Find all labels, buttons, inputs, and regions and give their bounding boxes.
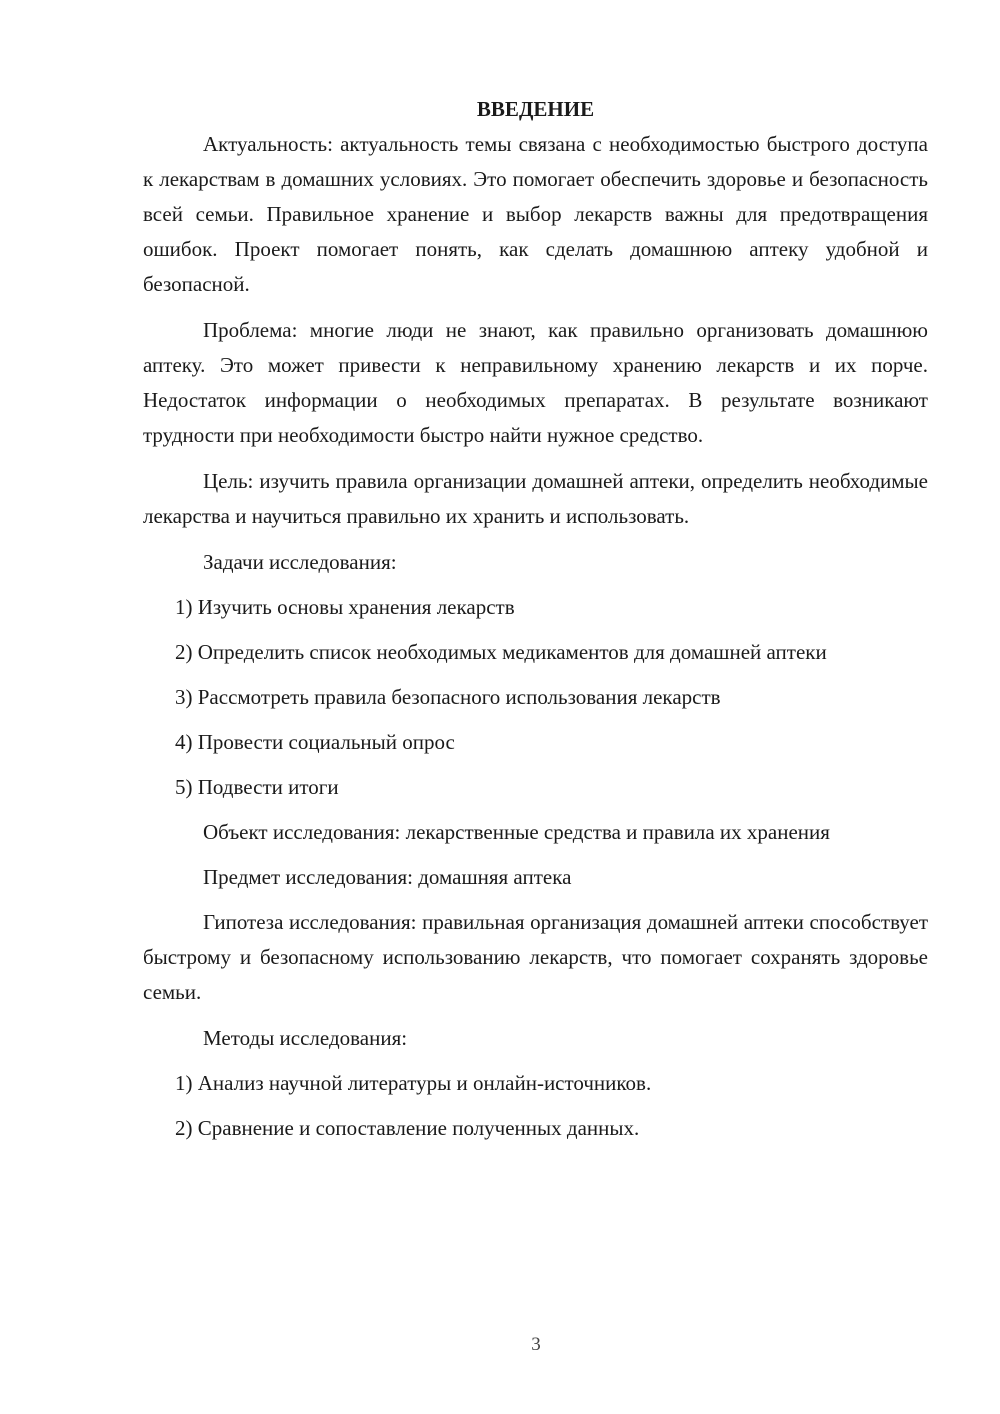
method-item-1: 1) Анализ научной литературы и онлайн-источников. [175, 1071, 652, 1095]
method-item-2: 2) Сравнение и сопоставление полученных данных. [175, 1116, 640, 1140]
paragraph-object: Объект исследования: лекарственные средства и правила их хранения [203, 820, 830, 844]
paragraph-relevance: Актуальность: актуальность темы связана с необходимостью быстрого доступа к лекарствам в домашних условиях. Это помогает обеспечить здоровье и безопасность всей семьи. Правильное хранение и выбор лекарств важны для предотвращения ошибок. Проект помогает понять, как сделать домашнюю аптеку удобной и безопасной. [143, 132, 928, 296]
task-item-4: 4) Провести социальный опрос [175, 730, 455, 754]
methods-heading: Методы исследования: [203, 1026, 408, 1050]
page-title: ВВЕДЕНИЕ [476, 97, 595, 121]
tasks-heading: Задачи исследования: [203, 550, 397, 574]
task-item-5: 5) Подвести итоги [175, 775, 339, 799]
task-item-2: 2) Определить список необходимых медикаментов для домашней аптеки [175, 640, 827, 664]
document-page [143, 92, 928, 1146]
task-item-3: 3) Рассмотреть правила безопасного использования лекарств [175, 685, 721, 709]
task-item-1: 1) Изучить основы хранения лекарств [175, 595, 515, 619]
paragraph-problem: Проблема: многие люди не знают, как правильно организовать домашнюю аптеку. Это может привести к неправильному хранению лекарств и их порче. Недостаток информации о необходимых препаратах. В результате возникают трудности при необходимости быстро найти нужное средство. [143, 318, 928, 447]
paragraph-hypothesis: Гипотеза исследования: правильная организация домашней аптеки способствует быстрому и безопасному использованию лекарств, что помогает сохранять здоровье семьи. [143, 910, 928, 1004]
paragraph-subject: Предмет исследования: домашняя аптека [203, 865, 572, 889]
page-number: 3 [531, 1334, 541, 1355]
paragraph-goal: Цель: изучить правила организации домашней аптеки, определить необходимые лекарства и научиться правильно их хранить и использовать. [143, 469, 928, 528]
